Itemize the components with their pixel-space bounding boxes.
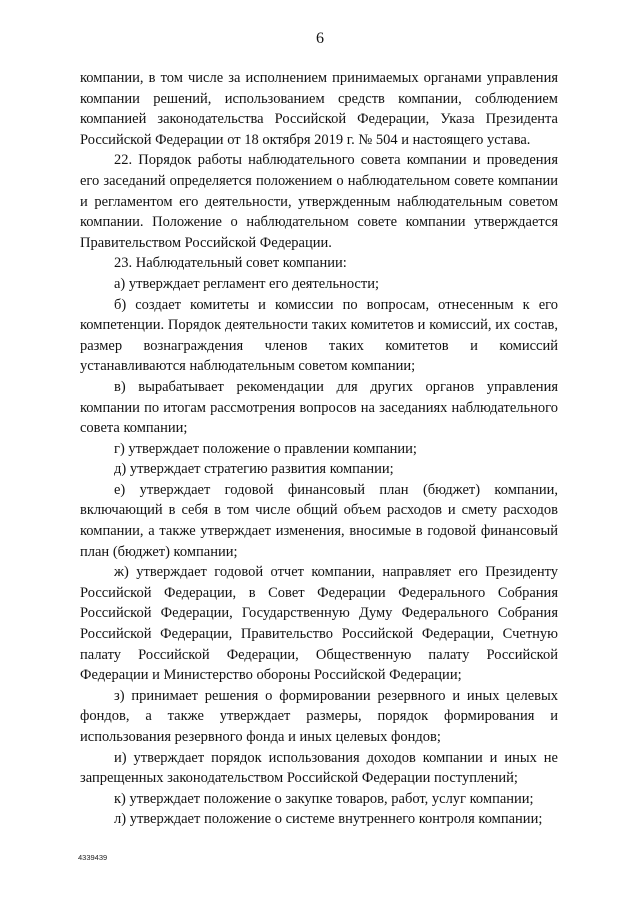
paragraph-23: 23. Наблюдательный совет компании: [114,255,347,272]
list-item-g: г) утверждает положение о правлении компании; [114,440,417,457]
paragraph-continuation: компании, в том числе за исполнением принимаемых органами управления компании решений, использованием средств компании, соблюдением компанией законодательства Российской Федерации, Указа Президента Российской Федерации от 18 октября 2019 г. № 504 и настоящего устава. [80,70,558,148]
list-item-e: е) утверждает годовой финансовый план (бюджет) компании, включающий в себя в том числе общий объем расходов и смету расходов компании, а также утверждает изменения, вносимые в годовой финансовый план (бюджет) компании; [80,481,558,560]
list-item-l: л) утверждает положение о системе внутреннего контроля компании; [114,811,543,828]
list-item-zh: ж) утверждает годовой отчет компании, направляет его Президенту Российской Федерации, в Совет Федерации Федерального Собрания Российской Федерации, Государственную Думу Федерального Собрания Российской Федерации, Правительство Российской Федерации, Счетную палату Российской Федерации, Общественную палату Российской Федерации и Министерство обороны Российской Федерации; [80,564,558,684]
list-item-v: в) вырабатывает рекомендации для других органов управления компании по итогам рассмотрения вопросов на заседаниях наблюдательного совета компании; [80,378,558,437]
document-code: 4339439 [78,853,108,862]
list-item-d: д) утверждает стратегию развития компании; [114,461,394,478]
list-item-z: з) принимает решения о формировании резервного и иных целевых фондов, а также утверждает размеры, порядок формирования и использования резервного фонда и иных целевых фондов; [80,687,558,745]
list-item-b: б) создает комитеты и комиссии по вопросам, отнесенным к его компетенции. Порядок деятельности таких комитетов и комиссий, их состав, размер вознаграждения членов таких комитетов и комиссий устанавливаются наблюдательным советом компании; [80,296,558,375]
list-item-a: а) утверждает регламент его деятельности; [114,275,379,292]
document-body [80,68,558,830]
list-item-i: и) утверждает порядок использования доходов компании и иных не запрещенных законодательством Российской Федерации поступлений; [80,749,558,787]
page-number: 6 [316,30,324,47]
list-item-k: к) утверждает положение о закупке товаров, работ, услуг компании; [114,790,534,807]
paragraph-22: 22. Порядок работы наблюдательного совета компании и проведения его заседаний определяется положением о наблюдательном совете компании и регламентом его деятельности, утвержденным наблюдательным советом компании. Положение о наблюдательном совете компании утверждается Правительством Российской Федерации. [80,152,558,251]
